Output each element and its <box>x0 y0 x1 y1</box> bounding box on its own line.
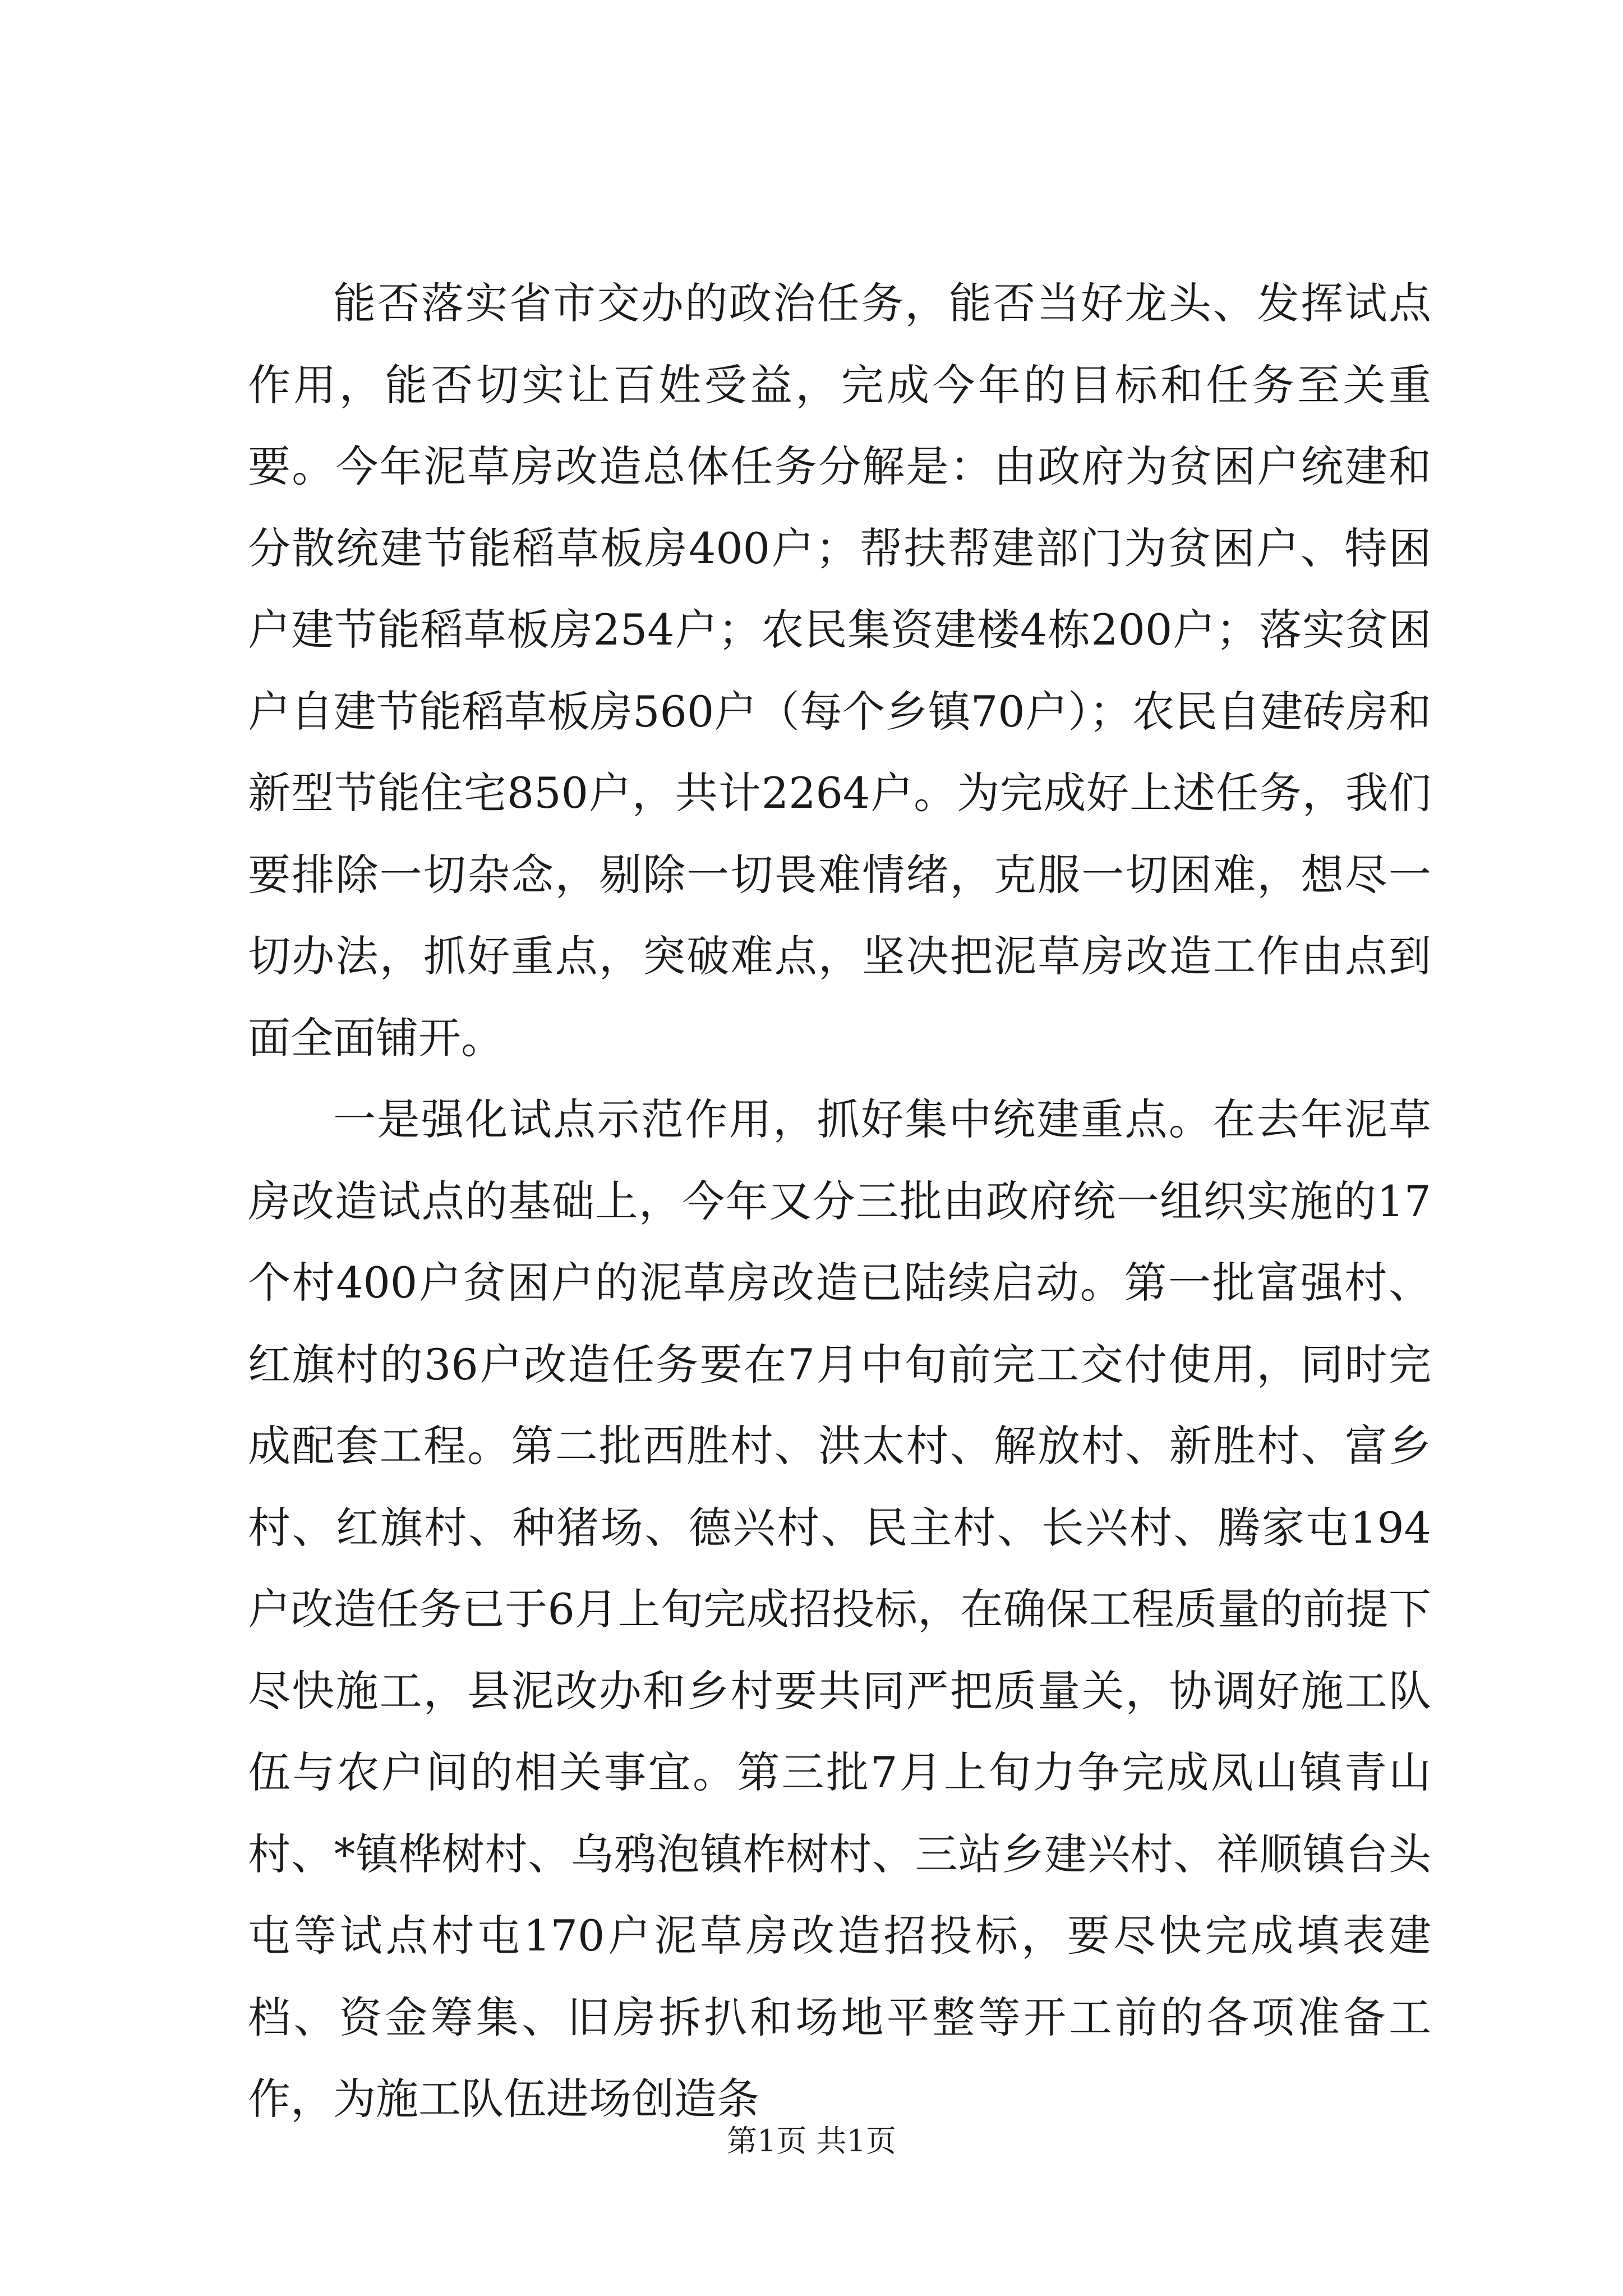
document-body <box>248 263 1431 2140</box>
paragraph-task-overview: 能否落实省市交办的政治任务，能否当好龙头、发挥试点作用，能否切实让百姓受益，完成今年的目标和任务至关重要。今年泥草房改造总体任务分解是：由政府为贫困户统建和分散统建节能稻草板房400户；帮扶帮建部门为贫困户、特困户建节能稻草板房254户；农民集资建楼4栋200户；落实贫困户自建节能稻草板房560户（每个乡镇70户）；农民自建砖房和新型节能住宅850户，共计2264户。为完成好上述任务，我们要排除一切杂念，剔除一切畏难情绪，克服一切困难，想尽一切办法，抓好重点，突破难点，坚决把泥草房改造工作由点到面全面铺开。 <box>248 278 1431 1063</box>
paragraph-pilot-demonstration: 一是强化试点示范作用，抓好集中统建重点。在去年泥草房改造试点的基础上，今年又分三批由政府统一组织实施的17个村400户贫困户的泥草房改造已陆续启动。第一批富强村、红旗村的36户改造任务要在7月中旬前完工交付使用，同时完成配套工程。第二批西胜村、洪太村、解放村、新胜村、富乡村、红旗村、种猪场、德兴村、民主村、长兴村、腾家屯194户改造任务已于6月上旬完成招投标，在确保工程质量的前提下尽快施工，县泥改办和乡村要共同严把质量关，协调好施工队伍与农户间的相关事宜。第三批7月上旬力争完成凤山镇青山村、*镇桦树村、乌鸦泡镇柞树村、三站乡建兴村、祥顺镇台头屯等试点村屯170户泥草房改造招投标，要尽快完成填表建档、资金筹集、旧房拆扒和场地平整等开工前的各项准备工作，为施工队伍进场创造条 <box>248 1094 1431 2124</box>
page-footer: 第1页 共1页 <box>727 2123 896 2159</box>
